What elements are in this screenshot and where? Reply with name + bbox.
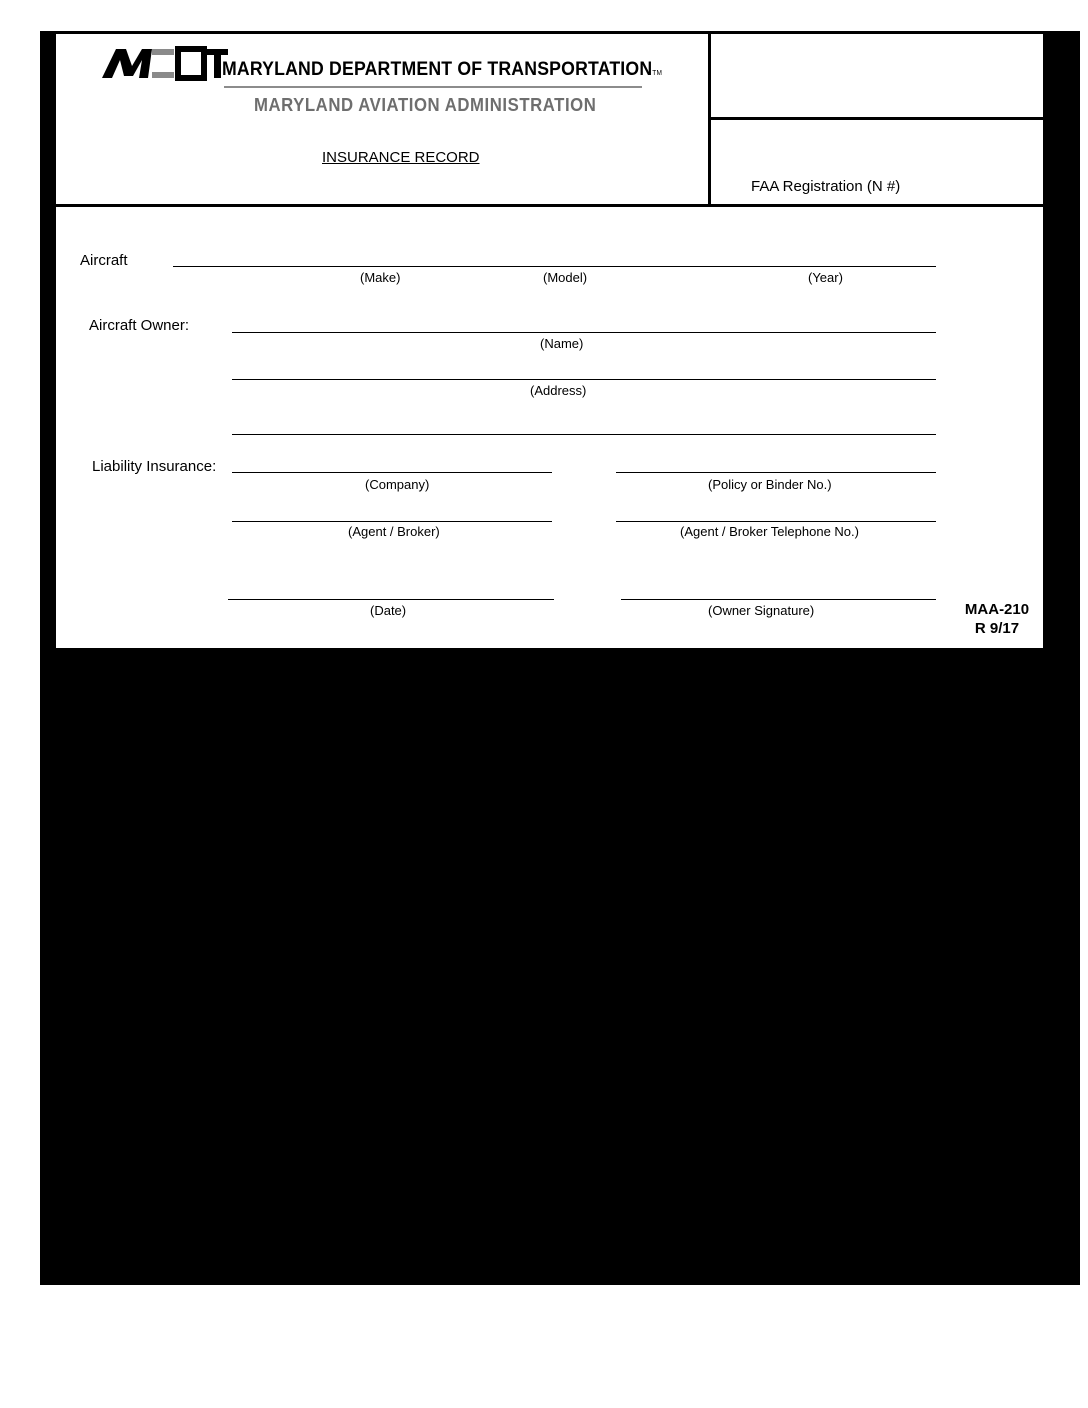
aircraft-label: Aircraft	[80, 252, 128, 269]
owner-address-field-2[interactable]	[232, 434, 936, 435]
owner-signature-caption: (Owner Signature)	[708, 603, 815, 618]
date-caption: (Date)	[370, 603, 407, 618]
trademark-mark: TM	[652, 70, 663, 77]
make-caption: (Make)	[360, 270, 401, 285]
company-caption: (Company)	[365, 477, 430, 492]
owner-signature-field[interactable]	[621, 599, 936, 600]
form-title: INSURANCE RECORD	[322, 149, 480, 166]
policy-field[interactable]	[616, 472, 936, 473]
agent-field[interactable]	[232, 521, 552, 522]
aircraft-owner-label: Aircraft Owner:	[89, 317, 190, 334]
mdot-logo	[102, 46, 232, 84]
header-rule	[224, 86, 642, 88]
registration-input-box[interactable]	[711, 34, 1043, 117]
name-caption: (Name)	[540, 336, 584, 351]
policy-caption: (Policy or Binder No.)	[708, 477, 832, 492]
date-field[interactable]	[228, 599, 554, 600]
agent-phone-field[interactable]	[616, 521, 936, 522]
faa-registration-label: FAA Registration (N #)	[751, 178, 901, 195]
aircraft-field[interactable]	[173, 266, 936, 267]
address-caption: (Address)	[530, 383, 587, 398]
administration-name: MARYLAND AVIATION ADMINISTRATION	[254, 95, 597, 115]
header-title-block	[56, 34, 711, 207]
liability-insurance-label: Liability Insurance:	[92, 458, 217, 475]
owner-name-field[interactable]	[232, 332, 936, 333]
agent-phone-caption: (Agent / Broker Telephone No.)	[680, 524, 859, 539]
registration-divider	[711, 117, 1043, 120]
agent-caption: (Agent / Broker)	[348, 524, 440, 539]
form-revision: R 9/17	[974, 620, 1020, 637]
form-number: MAA-210	[964, 601, 1030, 618]
department-name: MARYLAND DEPARTMENT OF TRANSPORTATIONTM	[222, 59, 663, 80]
insurance-record-form	[56, 34, 1043, 648]
owner-address-field[interactable]	[232, 379, 936, 380]
registration-block	[711, 34, 1043, 207]
year-caption: (Year)	[808, 270, 843, 285]
model-caption: (Model)	[543, 270, 588, 285]
company-field[interactable]	[232, 472, 552, 473]
